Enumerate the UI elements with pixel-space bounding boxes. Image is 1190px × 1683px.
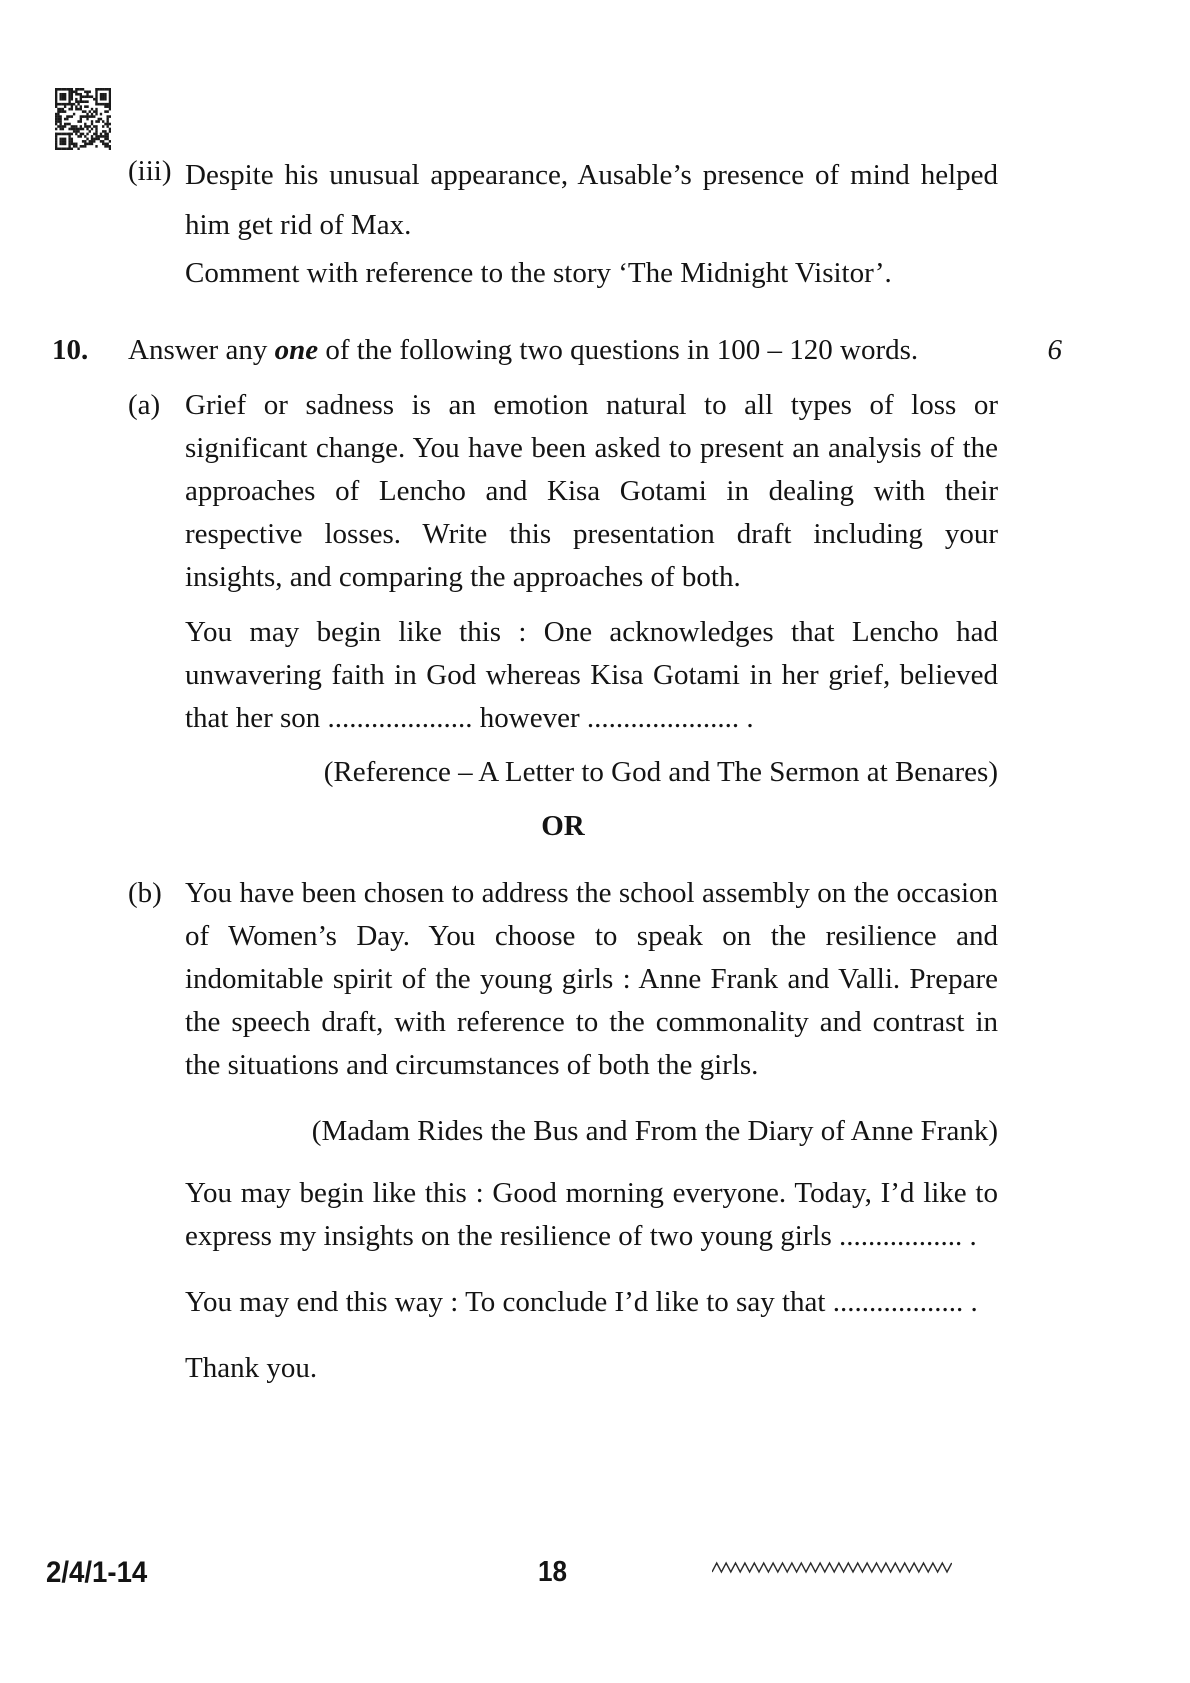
or-separator: OR bbox=[541, 810, 585, 842]
question-10-text bbox=[128, 329, 998, 372]
option-a bbox=[128, 384, 1062, 794]
question-10-prefix: Answer any bbox=[128, 334, 275, 366]
qr-code bbox=[55, 88, 111, 150]
option-b-thanks: Thank you. bbox=[185, 1352, 318, 1384]
item-iii-text: Despite his unusual appearance, Ausable’s presence of mind helped him get rid of Max. bbox=[185, 159, 998, 241]
question-10-marks: 6 bbox=[1047, 334, 1062, 366]
option-b-label: (b) bbox=[128, 877, 162, 909]
option-a-body bbox=[185, 384, 998, 794]
option-b-begin-hint: You may begin like this : Good morning everyone. Today, I’d like to express my insights on the resilience of two young girls ................. . bbox=[185, 1177, 998, 1252]
option-a-reference: (Reference – A Letter to God and The Sermon at Benares) bbox=[323, 756, 998, 788]
question-10-emphasis: one bbox=[274, 334, 319, 366]
footer-paper-code: 2/4/1-14 bbox=[46, 1556, 148, 1589]
question-10-suffix: of the following two questions in 100 – 120 words. bbox=[318, 334, 919, 366]
footer-page-number: 18 bbox=[538, 1556, 568, 1588]
page-content bbox=[52, 150, 1062, 1390]
option-b-paragraph: You have been chosen to address the school assembly on the occasion of Women’s Day. You choose to speak on the resilience and indomitable spirit of the young girls : Anne Frank and Valli. Prepare the speech draft, with reference to the commonality and contrast in the situations and circumstances of both the girls. bbox=[185, 877, 998, 1081]
question-10 bbox=[52, 329, 1062, 372]
option-b-reference: (Madam Rides the Bus and From the Diary of Anne Frank) bbox=[311, 1115, 998, 1147]
question-item-iii bbox=[128, 150, 1062, 295]
option-b-end-hint: You may end this way : To conclude I’d like to say that .................. . bbox=[185, 1286, 978, 1318]
option-a-begin-hint: You may begin like this : One acknowledges that Lencho had unwavering faith in God whereas Kisa Gotami in her grief, believed that her son .................... however ..................... . bbox=[185, 616, 998, 734]
option-b bbox=[128, 872, 1062, 1390]
option-b-body bbox=[185, 872, 998, 1390]
item-iii-label: (iii) bbox=[128, 155, 172, 187]
option-a-paragraph: Grief or sadness is an emotion natural to all types of loss or significant change. You have been asked to present an analysis of the approaches of Lencho and Kisa Gotami in dealing with their respective losses. Write this presentation draft including your insights, and comparing the approaches of both. bbox=[185, 389, 998, 593]
item-iii-body bbox=[185, 150, 998, 295]
question-10-number: 10. bbox=[52, 334, 89, 366]
option-a-label: (a) bbox=[128, 389, 161, 421]
item-iii-comment: Comment with reference to the story ‘The Midnight Visitor’. bbox=[185, 257, 892, 289]
footer-zigzag-line bbox=[712, 1560, 952, 1576]
